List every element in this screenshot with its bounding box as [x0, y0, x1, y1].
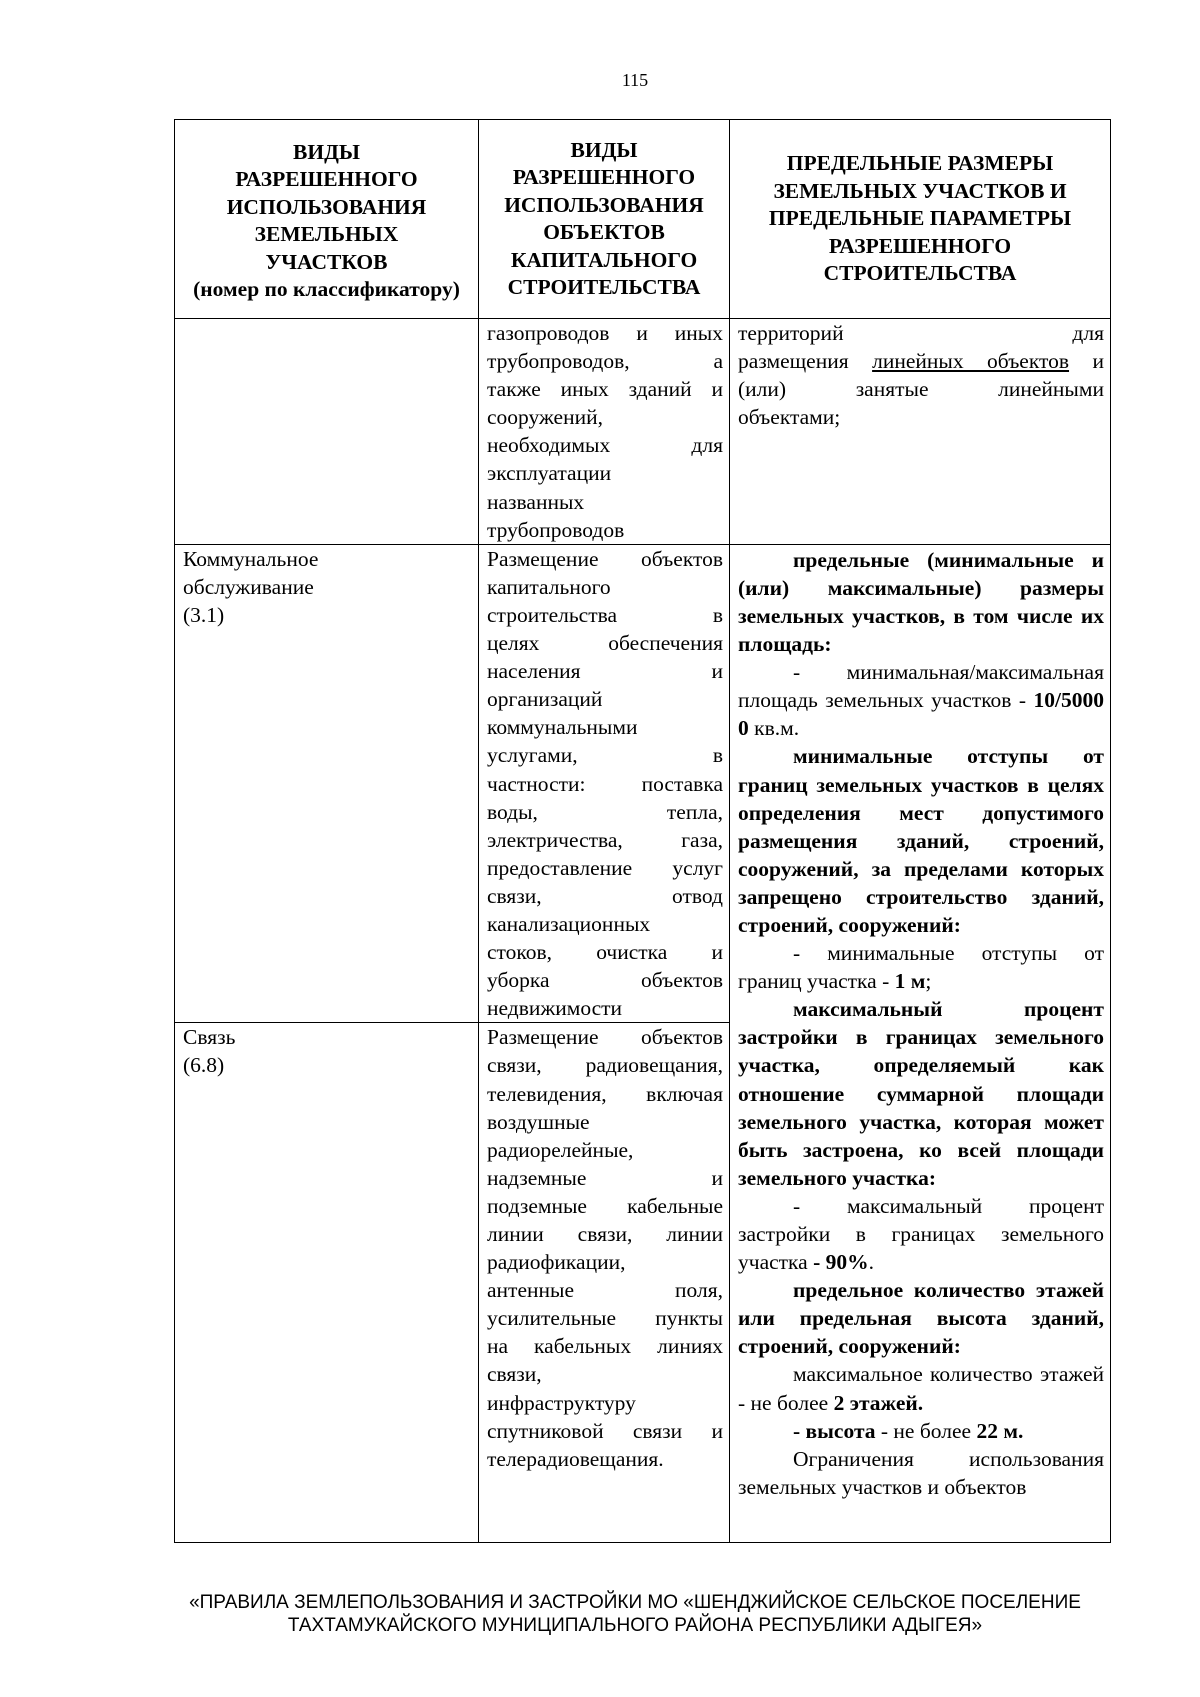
cell-line: населения и — [487, 659, 723, 684]
param-text: - минимальные отступы от границ участка - — [738, 941, 1104, 994]
cell-line — [738, 347, 1104, 375]
cell-line: организаций — [487, 687, 603, 712]
param-height — [738, 1417, 1104, 1445]
cell-line: также иных зданий и — [487, 377, 723, 402]
use-code: (3.1) — [183, 602, 225, 627]
param-text: - максимальный процент застройки в границах земельного участка — [738, 1193, 1104, 1275]
communication-col2 — [479, 1023, 730, 1543]
param-heading-floors: предельное количество этажей или предельная высота зданий, строений, сооружений: — [738, 1278, 1104, 1359]
cell-line: спутниковой связи и — [487, 1418, 723, 1443]
cell-line: частности: поставка — [487, 771, 723, 796]
param-label: - высота — [793, 1418, 876, 1443]
cell-line: капитального — [487, 574, 611, 599]
param-heading-coverage: максимальный процент застройки в границах земельного участка, определяемый как отношение суммарной площади земельного участка, которая может быть застроена, ко всей площади земельного участка: — [738, 997, 1104, 1190]
cell-line: объектами; — [738, 405, 841, 430]
cell-line: Размещение объектов — [487, 546, 723, 571]
cell-line: связи, отвод — [487, 883, 723, 908]
cell-line: усилительные пункты — [487, 1306, 723, 1331]
param-text: максимальное количество этажей - не более — [738, 1362, 1104, 1415]
cell-line: канализационных — [487, 911, 651, 936]
cell-line: сооружений, — [487, 405, 603, 430]
cell-line: линии связи, линии — [487, 1222, 723, 1246]
param-coverage — [738, 1192, 1104, 1276]
param-text: . — [868, 1250, 875, 1275]
cell-line: подземные кабельные — [487, 1193, 723, 1218]
param-heading-sizes: предельные (минимальные и (или) максимальные) размеры земельных участков, в том числе их площадь: — [738, 547, 1104, 657]
cell-text: размещения — [738, 349, 873, 374]
footer-line: ТАХТАМУКАЙСКОГО МУНИЦИПАЛЬНОГО РАЙОНА РЕСПУБЛИКИ АДЫГЕЯ» — [287, 1615, 983, 1636]
cell-line: Размещение объектов — [487, 1025, 723, 1050]
cell-line: электричества, газа, — [487, 827, 723, 852]
cell-line: радиорелейные, — [487, 1137, 634, 1162]
cell-line: воздушные — [487, 1109, 590, 1134]
cell-line: радиофикации, — [487, 1250, 626, 1275]
communication-col1 — [175, 1023, 479, 1543]
cell-line: инфраструктуру — [487, 1390, 636, 1415]
continuation-col1 — [175, 319, 479, 545]
cell-line: телерадиовещания. — [487, 1446, 664, 1471]
page-number: 115 — [621, 70, 649, 90]
continuation-col3 — [730, 319, 1111, 545]
cell-line: названных — [487, 489, 585, 514]
table-row — [175, 544, 1111, 1023]
param-unit: кв.м. — [754, 716, 800, 741]
communal-col2 — [479, 544, 730, 1023]
param-floors — [738, 1360, 1104, 1416]
param-area — [738, 658, 1104, 742]
cell-line: трубопроводов — [487, 517, 625, 542]
cell-line: связи, радиовещания, — [487, 1053, 723, 1078]
parameters-cell — [730, 544, 1111, 1543]
cell-line: предоставление услуг — [487, 855, 723, 880]
param-text: - минимальная/максимальная площадь земельных участков - — [738, 660, 1104, 713]
cell-line: трубопроводов, а — [487, 349, 723, 374]
use-name: Связь — [183, 1025, 236, 1050]
cell-line: коммунальными — [487, 715, 638, 740]
continuation-col2 — [479, 319, 730, 545]
cell-line: антенные поля, — [487, 1278, 723, 1303]
cell-line: необходимых для — [487, 433, 723, 458]
param-text: - не более — [875, 1418, 977, 1443]
cell-line: недвижимости — [487, 996, 623, 1021]
header-col1-subtitle: (номер по классификатору) — [193, 277, 460, 301]
land-use-table — [174, 119, 1111, 1543]
param-value: 2 этажей. — [833, 1390, 924, 1415]
communal-col1 — [175, 544, 479, 1023]
header-col3: ПРЕДЕЛЬНЫЕ РАЗМЕРЫ ЗЕМЕЛЬНЫХ УЧАСТКОВ И ПРЕДЕЛЬНЫЕ ПАРАМЕТРЫ РАЗРЕШЕННОГО СТРОИТЕЛЬСТВА — [730, 120, 1111, 319]
param-value: - 90% — [813, 1250, 869, 1275]
param-value: 10/5000 0 — [738, 688, 1104, 741]
linear-objects-link-text: линейных объектов — [872, 349, 1070, 374]
cell-line: территорий для — [738, 321, 1104, 345]
param-value: 1 м — [894, 969, 926, 994]
footer-line: «ПРАВИЛА ЗЕМЛЕПОЛЬЗОВАНИЯ И ЗАСТРОЙКИ МО «ШЕНДЖИЙСКОЕ СЕЛЬСКОЕ ПОСЕЛЕНИЕ — [189, 1592, 1081, 1613]
cell-text: и — [1069, 349, 1104, 374]
cell-line: эксплуатации — [487, 461, 612, 486]
cell-line: услугами, в — [487, 743, 723, 768]
cell-line: стоков, очистка и — [487, 940, 723, 965]
cell-line: воды, тепла, — [487, 799, 723, 824]
cell-line: телевидения, включая — [487, 1081, 723, 1106]
table-header-row — [175, 120, 1111, 319]
param-restrictions: Ограничения использования земельных участков и объектов — [738, 1446, 1104, 1499]
cell-line: на кабельных линиях — [487, 1334, 723, 1359]
cell-line: (или) занятые линейными — [738, 377, 1104, 402]
use-name: Коммунальное обслуживание — [183, 546, 319, 599]
cell-line: связи, — [487, 1362, 542, 1387]
cell-line: строительства в — [487, 602, 723, 627]
header-col1-title: ВИДЫ РАЗРЕШЕННОГО ИСПОЛЬЗОВАНИЯ ЗЕМЕЛЬНЫХ УЧАСТКОВ — [226, 139, 427, 274]
cell-line: целях обеспечения — [487, 631, 723, 656]
param-heading-setbacks: минимальные отступы от границ земельных участков в целях определения мест допустимого размещения зданий, строений, сооружений, за пределами которых запрещено строительство зданий, строений, сооружений: — [738, 744, 1104, 937]
param-text: ; — [925, 969, 932, 994]
table-row — [175, 319, 1111, 545]
header-col1 — [175, 120, 479, 319]
param-value: 22 м. — [976, 1418, 1024, 1443]
param-setback — [738, 939, 1104, 995]
use-code: (6.8) — [183, 1053, 225, 1078]
header-col2: ВИДЫ РАЗРЕШЕННОГО ИСПОЛЬЗОВАНИЯ ОБЪЕКТОВ КАПИТАЛЬНОГО СТРОИТЕЛЬСТВА — [479, 120, 730, 319]
cell-line: надземные и — [487, 1165, 723, 1190]
cell-line: уборка объектов — [487, 968, 723, 993]
document-footer — [0, 1591, 1200, 1637]
cell-line: газопроводов и иных — [487, 321, 723, 345]
